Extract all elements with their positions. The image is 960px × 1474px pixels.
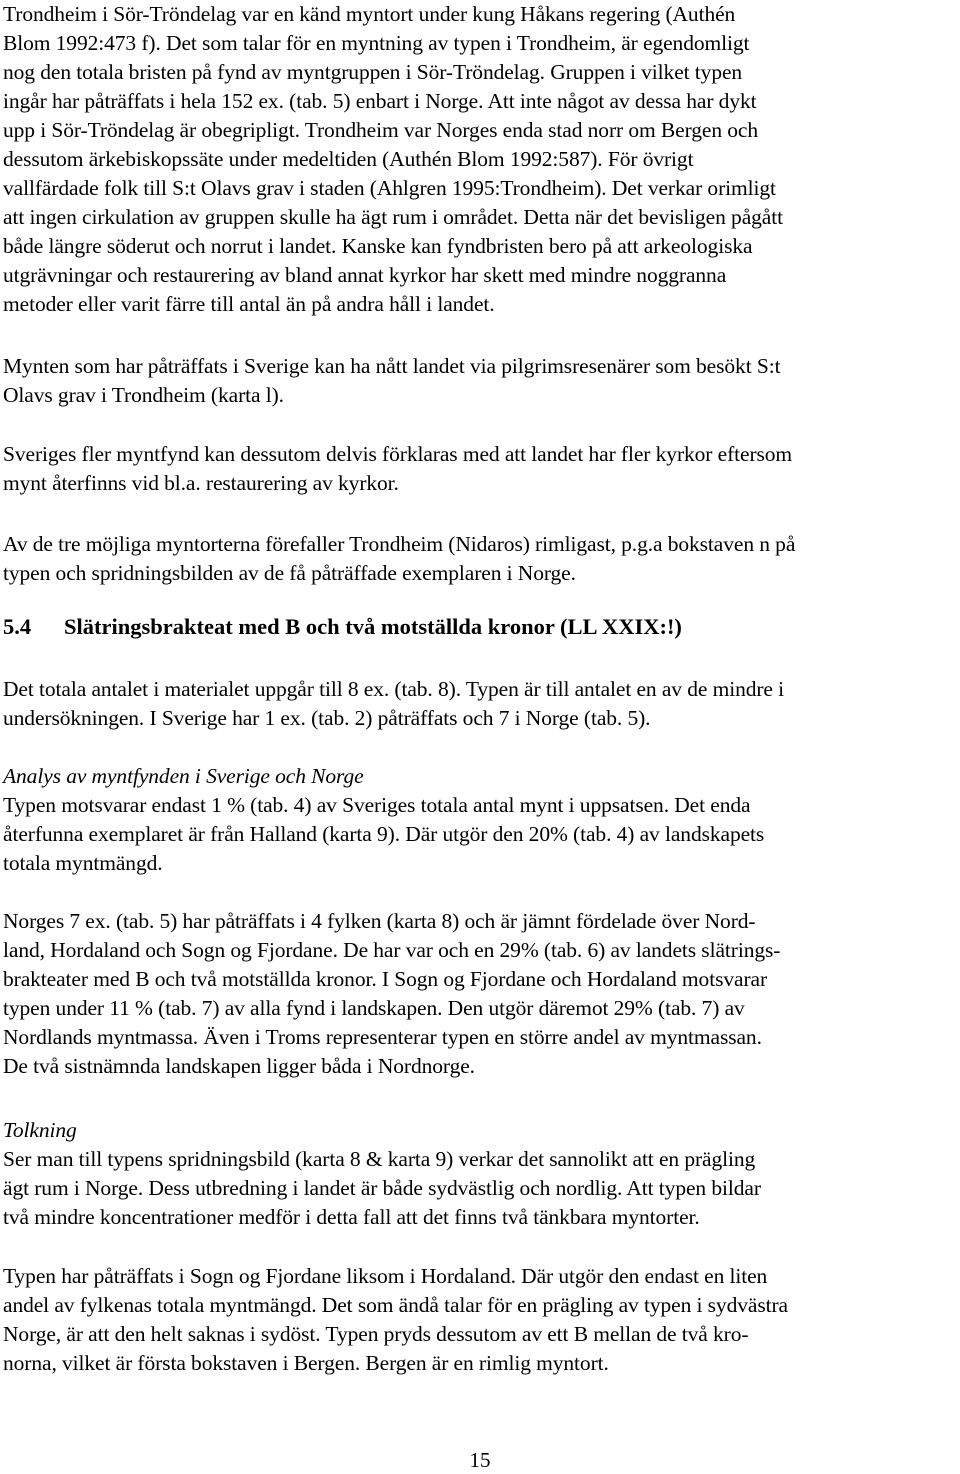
text-line: att ingen cirkulation av gruppen skulle ha ägt rum i området. Detta när det bevisligen pågått	[3, 205, 783, 229]
text-line: vallfärdade folk till S:t Olavs grav i staden (Ahlgren 1995:Trondheim). Det verkar orimligt	[3, 176, 776, 200]
text-line: Ser man till typens spridningsbild (karta 8 & karta 9) verkar det sannolikt att en prägling	[3, 1147, 756, 1171]
text-line: typen under 11 % (tab. 7) av alla fynd i landskapen. Den utgör däremot 29% (tab. 7) av	[3, 996, 745, 1020]
text-line: undersökningen. I Sverige har 1 ex. (tab. 2) påträffats och 7 i Norge (tab. 5).	[3, 706, 651, 730]
paragraph-analysis	[3, 762, 960, 878]
text-line: Sveriges fler myntfynd kan dessutom delvis förklaras med att landet har fler kyrkor eftersom	[3, 442, 793, 466]
text-line: två mindre koncentrationer medför i detta fall att det finns två tänkbara myntorter.	[3, 1205, 700, 1229]
text-line: totala myntmängd.	[3, 851, 163, 875]
text-line: ägt rum i Norge. Dess utbredning i landet är både sydvästlig och nordlig. Att typen bildar	[3, 1176, 761, 1200]
subheading-interpretation: Tolkning	[3, 1118, 77, 1142]
paragraph-trondheim-mint	[3, 0, 960, 319]
text-line: Olavs grav i Trondheim (karta l).	[3, 383, 284, 407]
text-line: Norge, är att den helt saknas i sydöst. Typen pryds dessutom av ett B mellan de två kro-	[3, 1322, 749, 1346]
section-title: Slätringsbrakteat med B och två motställda kronor (LL XXIX:!)	[64, 614, 682, 639]
text-line: land, Hordaland och Sogn og Fjordane. De har var och en 29% (tab. 6) av landets slätrings-	[3, 938, 781, 962]
paragraph-norway-finds	[3, 907, 960, 1081]
text-line: utgrävningar och restaurering av bland annat kyrkor har skett med mindre noggranna	[3, 263, 727, 287]
text-line: typen och spridningsbilden av de få påträffade exemplaren i Norge.	[3, 561, 576, 585]
section-heading	[3, 612, 682, 642]
text-line: återfunna exemplaret är från Halland (karta 9). Där utgör den 20% (tab. 4) av landskapets	[3, 822, 765, 846]
paragraph-churches	[3, 440, 960, 498]
text-line: Blom 1992:473 f). Det som talar för en myntning av typen i Trondheim, är egendomligt	[3, 31, 750, 55]
text-line: Nordlands myntmassa. Även i Troms representerar typen en större andel av myntmassan.	[3, 1025, 762, 1049]
text-line: mynt återfinns vid bl.a. restaurering av kyrkor.	[3, 471, 399, 495]
text-line: ingår har påträffats i hela 152 ex. (tab. 5) enbart i Norge. Att inte något av dessa har dykt	[3, 89, 757, 113]
text-line: Av de tre möjliga myntorterna förefaller Trondheim (Nidaros) rimligast, p.g.a bokstaven n på	[3, 532, 796, 556]
paragraph-bergen	[3, 1262, 960, 1378]
text-line: Typen har påträffats i Sogn og Fjordane liksom i Hordaland. Där utgör den endast en liten	[3, 1264, 768, 1288]
text-line: metoder eller varit färre till antal än på andra håll i landet.	[3, 292, 495, 316]
subheading-analysis: Analys av myntfynden i Sverige och Norge	[3, 764, 364, 788]
text-line: De två sistnämnda landskapen ligger båda i Nordnorge.	[3, 1054, 475, 1078]
text-line: Norges 7 ex. (tab. 5) har påträffats i 4 fylken (karta 8) och är jämnt fördelade över Nord-	[3, 909, 756, 933]
page-number: 15	[469, 1448, 491, 1472]
paragraph-totals	[3, 675, 960, 733]
paragraph-interpretation	[3, 1116, 960, 1232]
text-line: Typen motsvarar endast 1 % (tab. 4) av Sveriges totala antal mynt i uppsatsen. Det enda	[3, 793, 751, 817]
section-number: 5.4	[3, 614, 32, 639]
text-line: andel av fylkenas totala myntmängd. Det som ändå talar för en prägling av typen i sydvästra	[3, 1293, 788, 1317]
paragraph-pilgrims	[3, 352, 960, 410]
text-line: Trondheim i Sör-Tröndelag var en känd myntort under kung Håkans regering (Authén	[3, 2, 736, 26]
text-line: nog den totala bristen på fynd av myntgruppen i Sör-Tröndelag. Gruppen i vilket typen	[3, 60, 743, 84]
text-line: Det totala antalet i materialet uppgår till 8 ex. (tab. 8). Typen är till antalet en av de mindre i	[3, 677, 785, 701]
text-line: Mynten som har påträffats i Sverige kan ha nått landet via pilgrimsresenärer som besökt S:t	[3, 354, 781, 378]
text-line: dessutom ärkebiskopssäte under medeltiden (Authén Blom 1992:587). För övrigt	[3, 147, 694, 171]
text-line: brakteater med B och två motställda kronor. I Sogn og Fjordane och Hordaland motsvarar	[3, 967, 768, 991]
text-line: både längre söderut och norrut i landet. Kanske kan fyndbristen bero på att arkeologiska	[3, 234, 753, 258]
paragraph-mint-locations	[3, 530, 960, 588]
text-line: norna, vilket är första bokstaven i Bergen. Bergen är en rimlig myntort.	[3, 1351, 609, 1375]
text-line: upp i Sör-Tröndelag är obegripligt. Trondheim var Norges enda stad norr om Bergen och	[3, 118, 759, 142]
